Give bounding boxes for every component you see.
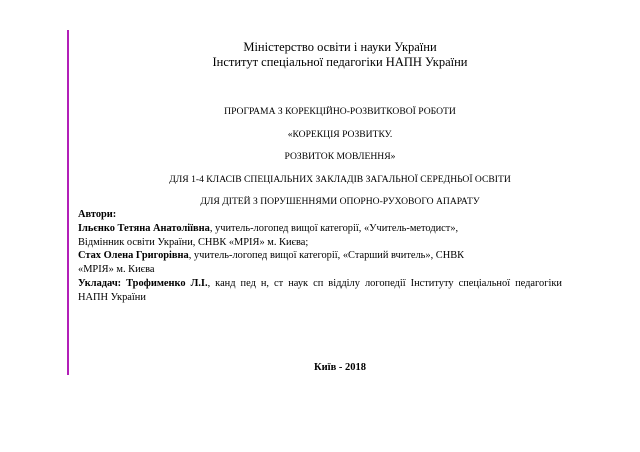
city-year: Київ - 2018 bbox=[314, 362, 366, 373]
authors-block bbox=[78, 208, 562, 305]
compiler-description: , канд пед н, ст наук сп відділу логопедії Інституту спеціальної педагогіки НАПН України bbox=[78, 277, 562, 303]
document-header bbox=[70, 40, 610, 70]
program-line-3: РОЗВИТОК МОВЛЕННЯ» bbox=[284, 151, 396, 162]
program-line-1: ПРОГРАМА З КОРЕКЦІЙНО-РОЗВИТКОВОЇ РОБОТИ bbox=[224, 106, 456, 117]
author-1-description: , учитель-логопед вищої категорії, «Учитель-методист», bbox=[209, 222, 459, 234]
margin-line bbox=[67, 30, 69, 375]
author-1-name: Ільєнко Тетяна Анатоліївна bbox=[78, 222, 210, 234]
ministry-title: Міністерство освіти і науки України bbox=[243, 40, 437, 54]
program-line-5: ДЛЯ ДІТЕЙ З ПОРУШЕННЯМИ ОПОРНО-РУХОВОГО АПАРАТУ bbox=[200, 196, 480, 207]
compiler-label: Укладач: Трофименко Л.І. bbox=[78, 277, 208, 289]
author-1-description-cont: Відмінник освіти України, СНВК «МРІЯ» м. Києва; bbox=[78, 236, 309, 248]
program-line-4: ДЛЯ 1-4 КЛАСІВ СПЕЦІАЛЬНИХ ЗАКЛАДІВ ЗАГАЛЬНОЇ СЕРЕДНЬОЇ ОСВІТИ bbox=[169, 173, 511, 185]
author-2-description-cont: «МРІЯ» м. Києва bbox=[78, 264, 155, 276]
program-title-block bbox=[70, 101, 610, 214]
program-line-2: «КОРЕКЦІЯ РОЗВИТКУ. bbox=[287, 128, 393, 140]
author-2-name: Стах Олена Григорівна bbox=[78, 250, 189, 262]
institute-title: Інститут спеціальної педагогіки НАПН України bbox=[212, 55, 468, 69]
authors-heading: Автори: bbox=[78, 209, 117, 220]
author-2-description: , учитель-логопед вищої категорії, «Старший вчитель», СНВК bbox=[188, 250, 465, 262]
